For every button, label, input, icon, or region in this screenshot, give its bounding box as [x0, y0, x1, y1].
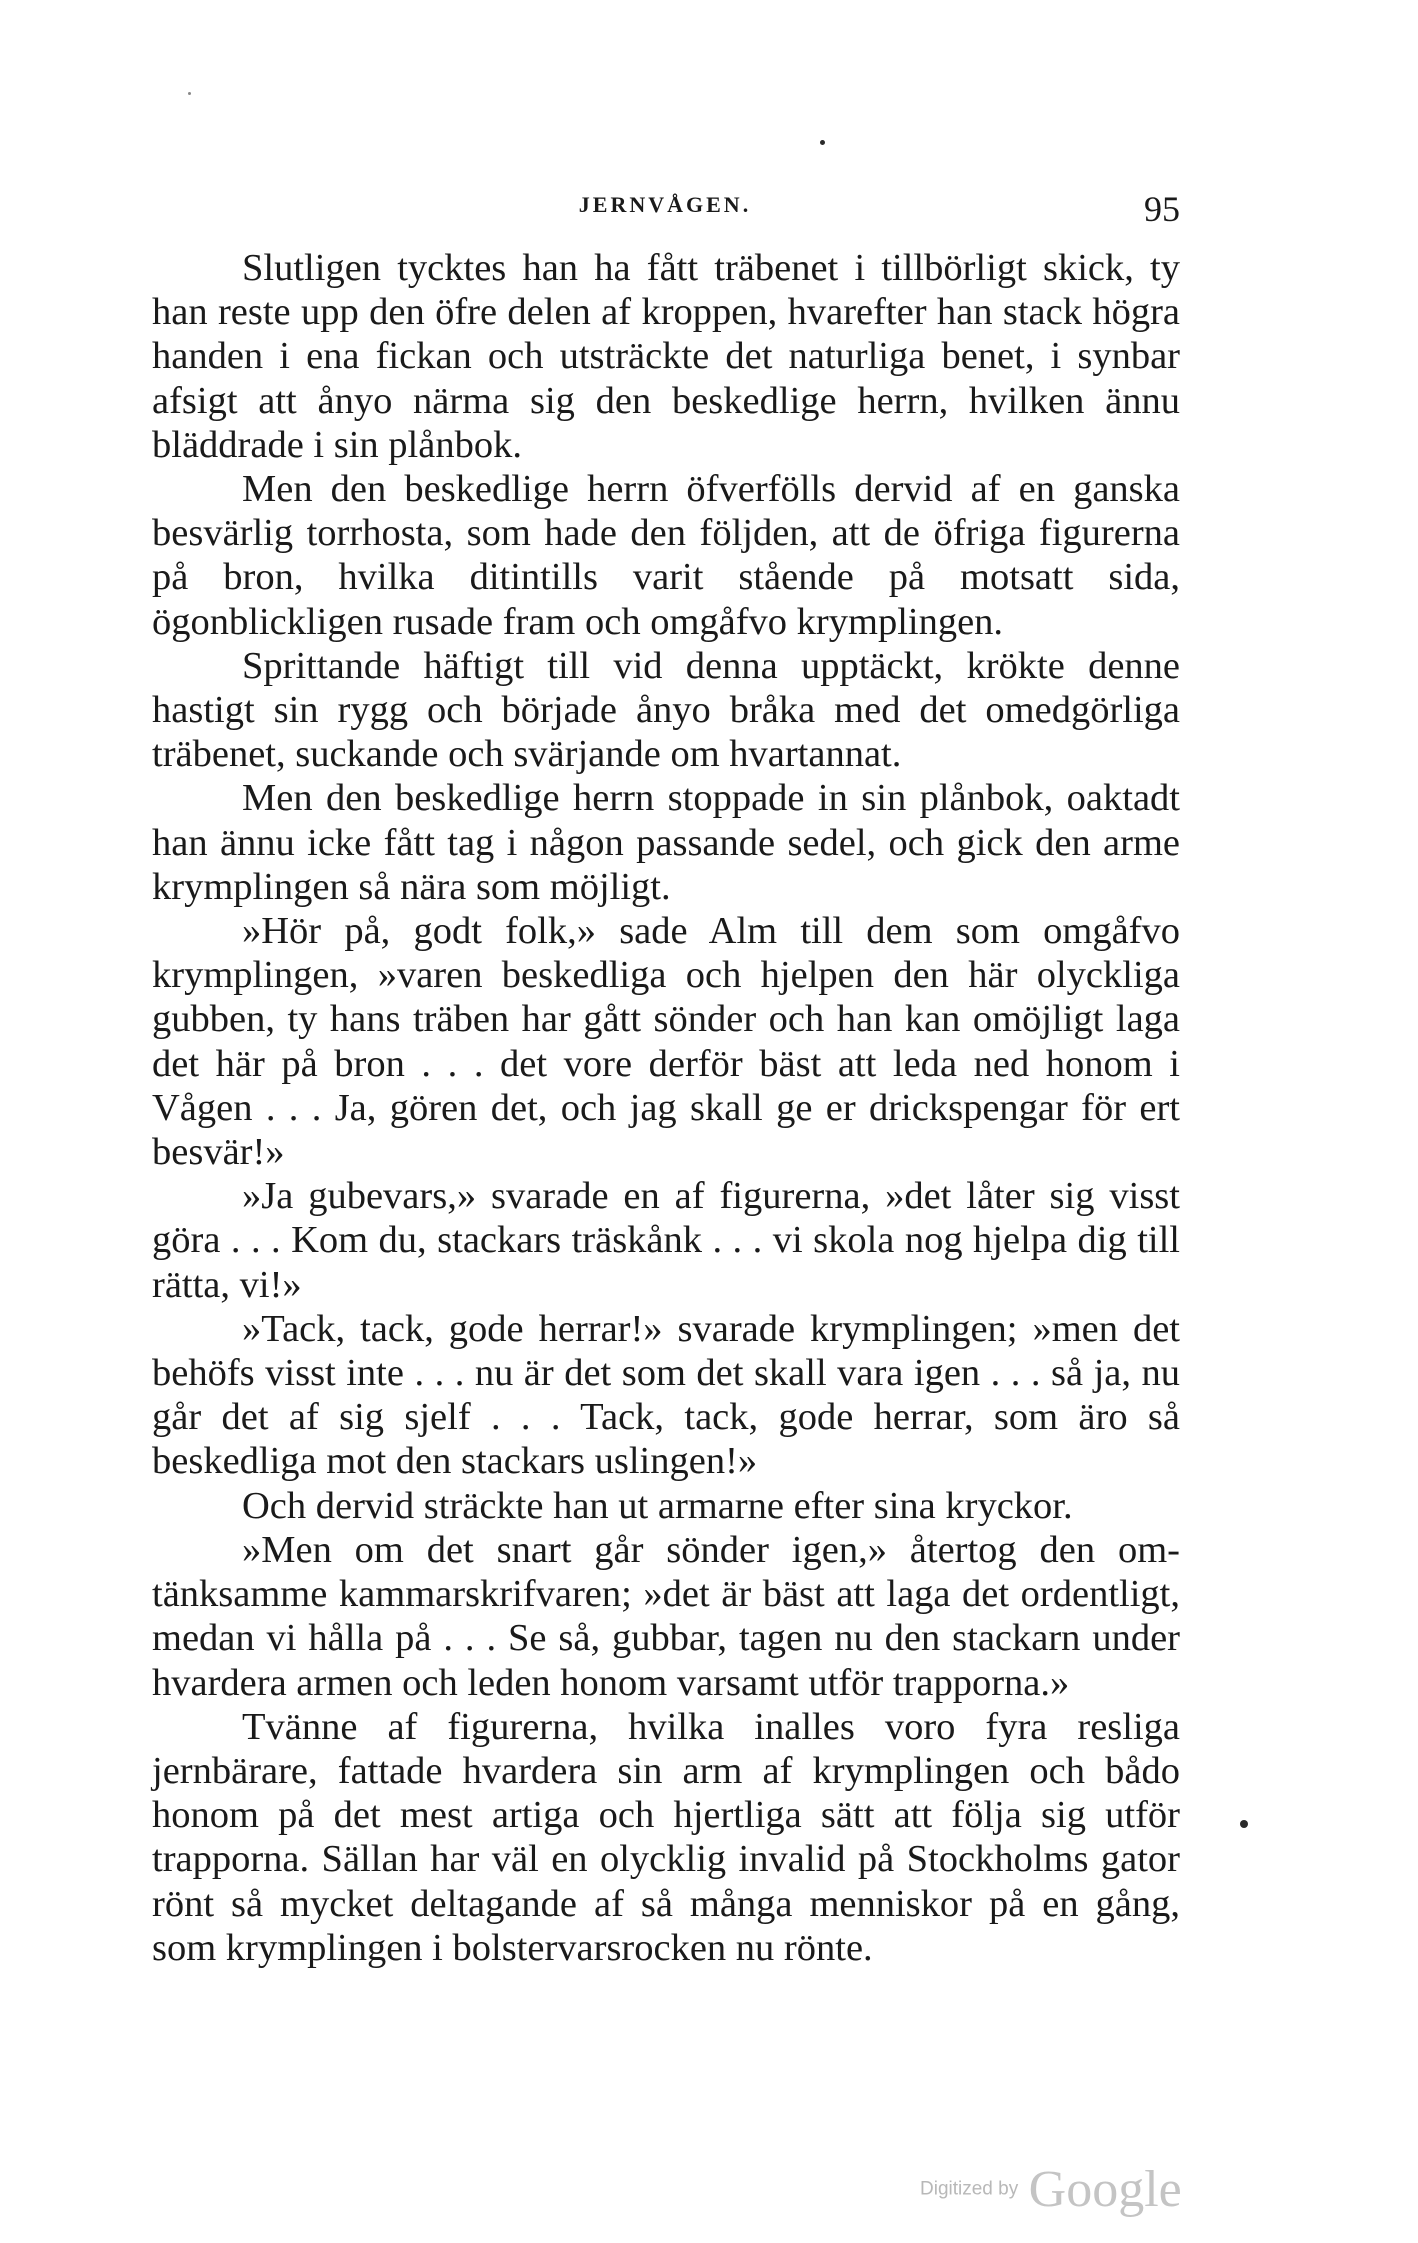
- scan-speck: [188, 92, 191, 95]
- paragraph: Men den beskedlige herrn stoppade in sin plånbok, oaktadt han ännu icke fått tag i någon passande sedel, och gick den arme krymplingen så nära som möjligt.: [152, 777, 1180, 908]
- scan-speck: [820, 140, 825, 145]
- page-number: 95: [1144, 189, 1180, 229]
- paragraph: Men den beskedlige herrn öfverfölls dervid af en ganska besvärlig torrhosta, som hade den följden, att de öfriga figurerna på bron, hvilka ditintills varit stående på motsatt sida, ögonblickligen rusade fram och omgåfvo krymplingen.: [152, 468, 1180, 643]
- paragraph: »Hör på, godt folk,» sade Alm till dem som omgåfvo krymplingen, »varen beskedliga och hjelpen den här olyckliga gubben, ty hans träben har gått sönder och han kan omöjligt laga det här på bron . . . det vore derför bäst att leda ned honom i Vågen . . . Ja, gören det, och jag skall ge er drickspengar för ert besvär!»: [152, 910, 1180, 1174]
- paragraph: Och dervid sträckte han ut armarne efter sina kryckor.: [242, 1484, 1073, 1527]
- paragraph: »Men om det snart går sönder igen,» återtog den omtänksamme kammarskrifvaren; »det är bäst att laga det ordentligt, medan vi hålla på . . . Se så, gubbar, tagen nu den stackarn under hvardera armen och leden honom varsamt utför trapporna.»: [152, 1528, 1180, 1704]
- paragraph: Tvänne af figurerna, hvilka inalles voro fyra resliga jernbärare, fattade hvardera sin arm af krymplingen och bådo honom på det mest artiga och hjertliga sätt att följa sig utför trapporna. Sällan har väl en olycklig invalid på Stockholms gator rönt så mycket deltagande af så många menniskor på en gång, som krymplingen i bolstervarsrocken nu rönte.: [152, 1705, 1180, 1969]
- running-head: [150, 189, 1180, 232]
- body-text: [152, 246, 1180, 1970]
- running-title: JERNVÅGEN.: [578, 192, 752, 217]
- paragraph: Sprittande häftigt till vid denna upptäckt, krökte denne hastigt sin rygg och började ånyo bråka med det omedgörliga träbenet, suckande och svärjande om hvartannat.: [152, 644, 1180, 776]
- paragraph: »Tack, tack, gode herrar!» svarade krymplingen; »men det behöfs visst inte . . . nu är det som det skall vara igen . . . så ja, nu går det af sig sjelf . . . Tack, tack, gode herrar, som äro så beskedliga mot den stackars uslingen!»: [152, 1307, 1180, 1483]
- watermark-prefix: Digitized by: [920, 2178, 1019, 2200]
- paragraph: »Ja gubevars,» svarade en af figurerna, »det låter sig visst göra . . . Kom du, stackars träskånk . . . vi skola nog hjelpa dig till rätta, vi!»: [152, 1175, 1180, 1306]
- paragraph: Slutligen tycktes han ha fått träbenet i tillbörligt skick, ty han reste upp den öfre delen af kroppen, hvarefter han stack högra handen i ena fickan och utsträckte det naturliga benet, i synbar afsigt att ånyo närma sig den beskedlige herrn, hvilken ännu bläddrade i sin plånbok.: [152, 247, 1180, 466]
- digitized-watermark: [920, 2160, 1182, 2219]
- watermark-brand: Google: [1028, 2161, 1182, 2218]
- scan-speck: [1240, 1820, 1248, 1828]
